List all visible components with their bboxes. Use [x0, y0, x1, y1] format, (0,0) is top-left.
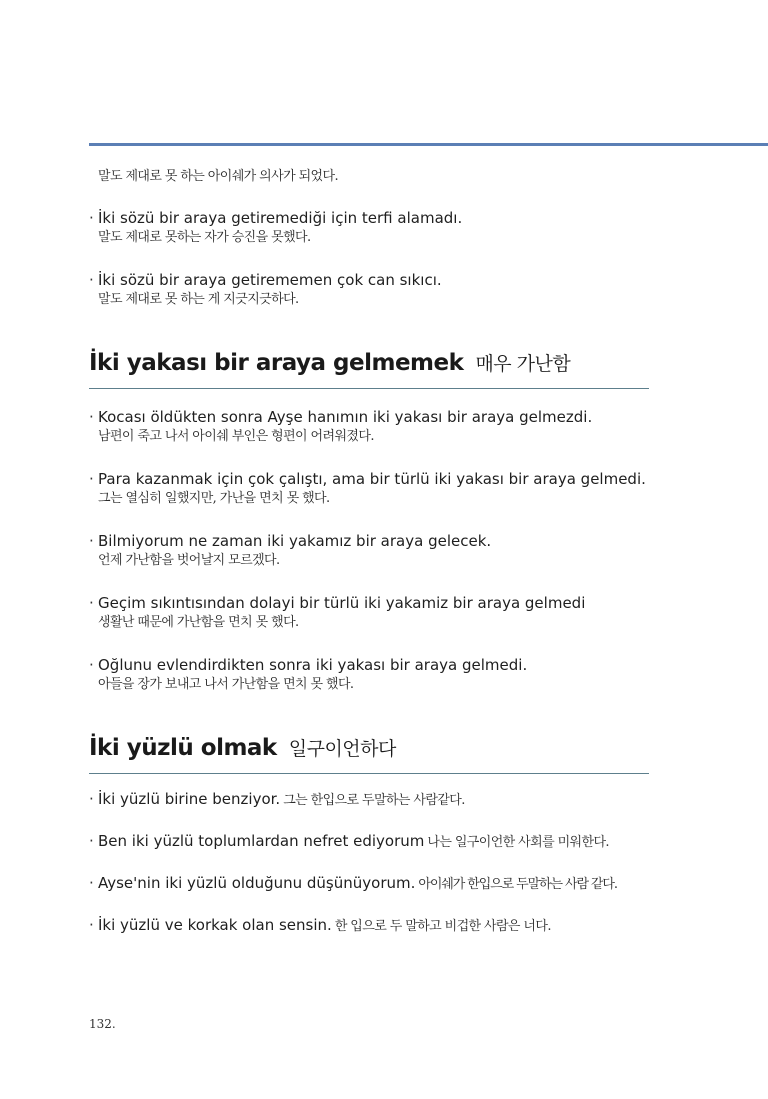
korean-translation: 생활난 때문에 가난함을 면치 못 했다. — [98, 615, 299, 630]
section-heading — [89, 349, 649, 389]
example-item — [89, 593, 664, 632]
page-number: 132. — [89, 1017, 116, 1031]
idiom-title: İki yakası bir araya gelmemek — [89, 350, 464, 376]
turkish-sentence: İki sözü bir araya getiremediği için terfi alamadı. — [98, 209, 463, 227]
example-item — [89, 208, 664, 247]
example-item — [89, 915, 664, 937]
bullet-icon: · — [89, 271, 94, 289]
section-heading — [89, 734, 649, 774]
korean-translation: 그는 열심히 일했지만, 가난을 면치 못 했다. — [98, 491, 330, 506]
bullet-icon: · — [89, 916, 94, 934]
idiom-meaning: 일구이언하다 — [288, 738, 396, 760]
turkish-sentence: Ayse'nin iki yüzlü olduğunu düşünüyorum. — [98, 874, 416, 892]
korean-translation: 말도 제대로 못하는 자가 승진을 못했다. — [98, 230, 311, 245]
korean-translation: 한 입으로 두 말하고 비겁한 사람은 너다. — [334, 919, 551, 934]
bullet-icon: · — [89, 408, 94, 426]
korean-translation: 아이쉐가 한입으로 두말하는 사람 같다. — [418, 877, 617, 892]
header-rule — [89, 143, 768, 146]
bullet-icon: · — [89, 209, 94, 227]
korean-translation: 남편이 죽고 나서 아이쉐 부인은 형편이 어려워졌다. — [98, 429, 374, 444]
page-content — [89, 160, 664, 937]
idiom-title: İki yüzlü olmak — [89, 735, 277, 761]
bullet-icon: · — [89, 470, 94, 488]
bullet-icon: · — [89, 594, 94, 612]
turkish-sentence: İki yüzlü ve korkak olan sensin. — [98, 916, 332, 934]
turkish-sentence: İki sözü bir araya getirememen çok can sıkıcı. — [98, 271, 442, 289]
bullet-icon: · — [89, 874, 94, 892]
idiom-meaning: 매우 가난함 — [475, 353, 571, 375]
intro-korean: 말도 제대로 못 하는 아이쉐가 의사가 되었다. — [98, 169, 338, 184]
turkish-sentence: Ben iki yüzlü toplumlardan nefret ediyorum — [98, 832, 425, 850]
turkish-sentence: Bilmiyorum ne zaman iki yakamız bir araya gelecek. — [98, 532, 492, 550]
bullet-icon: · — [89, 790, 94, 808]
turkish-sentence: Oğlunu evlendirdikten sonra iki yakası bir araya gelmedi. — [98, 656, 528, 674]
turkish-sentence: İki yüzlü birine benziyor. — [98, 790, 281, 808]
example-item — [89, 831, 664, 853]
korean-translation: 말도 제대로 못 하는 게 지긋지긋하다. — [98, 292, 299, 307]
example-item — [89, 407, 664, 446]
example-item — [89, 469, 664, 508]
turkish-sentence: Geçim sıkıntısından dolayi bir türlü iki yakamiz bir araya gelmedi — [98, 594, 586, 612]
turkish-sentence: Para kazanmak için çok çalıştı, ama bir türlü iki yakası bir araya gelmedi. — [98, 470, 646, 488]
example-item — [89, 655, 664, 694]
korean-translation: 나는 일구이언한 사회를 미워한다. — [427, 835, 609, 850]
intro-example — [89, 168, 664, 186]
example-item — [89, 789, 664, 811]
example-item — [89, 270, 664, 309]
korean-translation: 아들을 장가 보내고 나서 가난함을 면치 못 했다. — [98, 677, 354, 692]
bullet-icon: · — [89, 832, 94, 850]
bullet-icon: · — [89, 656, 94, 674]
example-item — [89, 873, 664, 895]
korean-translation: 그는 한입으로 두말하는 사람같다. — [283, 793, 465, 808]
example-item — [89, 531, 664, 570]
bullet-icon: · — [89, 532, 94, 550]
korean-translation: 언제 가난함을 벗어날지 모르겠다. — [98, 553, 280, 568]
turkish-sentence: Kocası öldükten sonra Ayşe hanımın iki yakası bir araya gelmezdi. — [98, 408, 593, 426]
